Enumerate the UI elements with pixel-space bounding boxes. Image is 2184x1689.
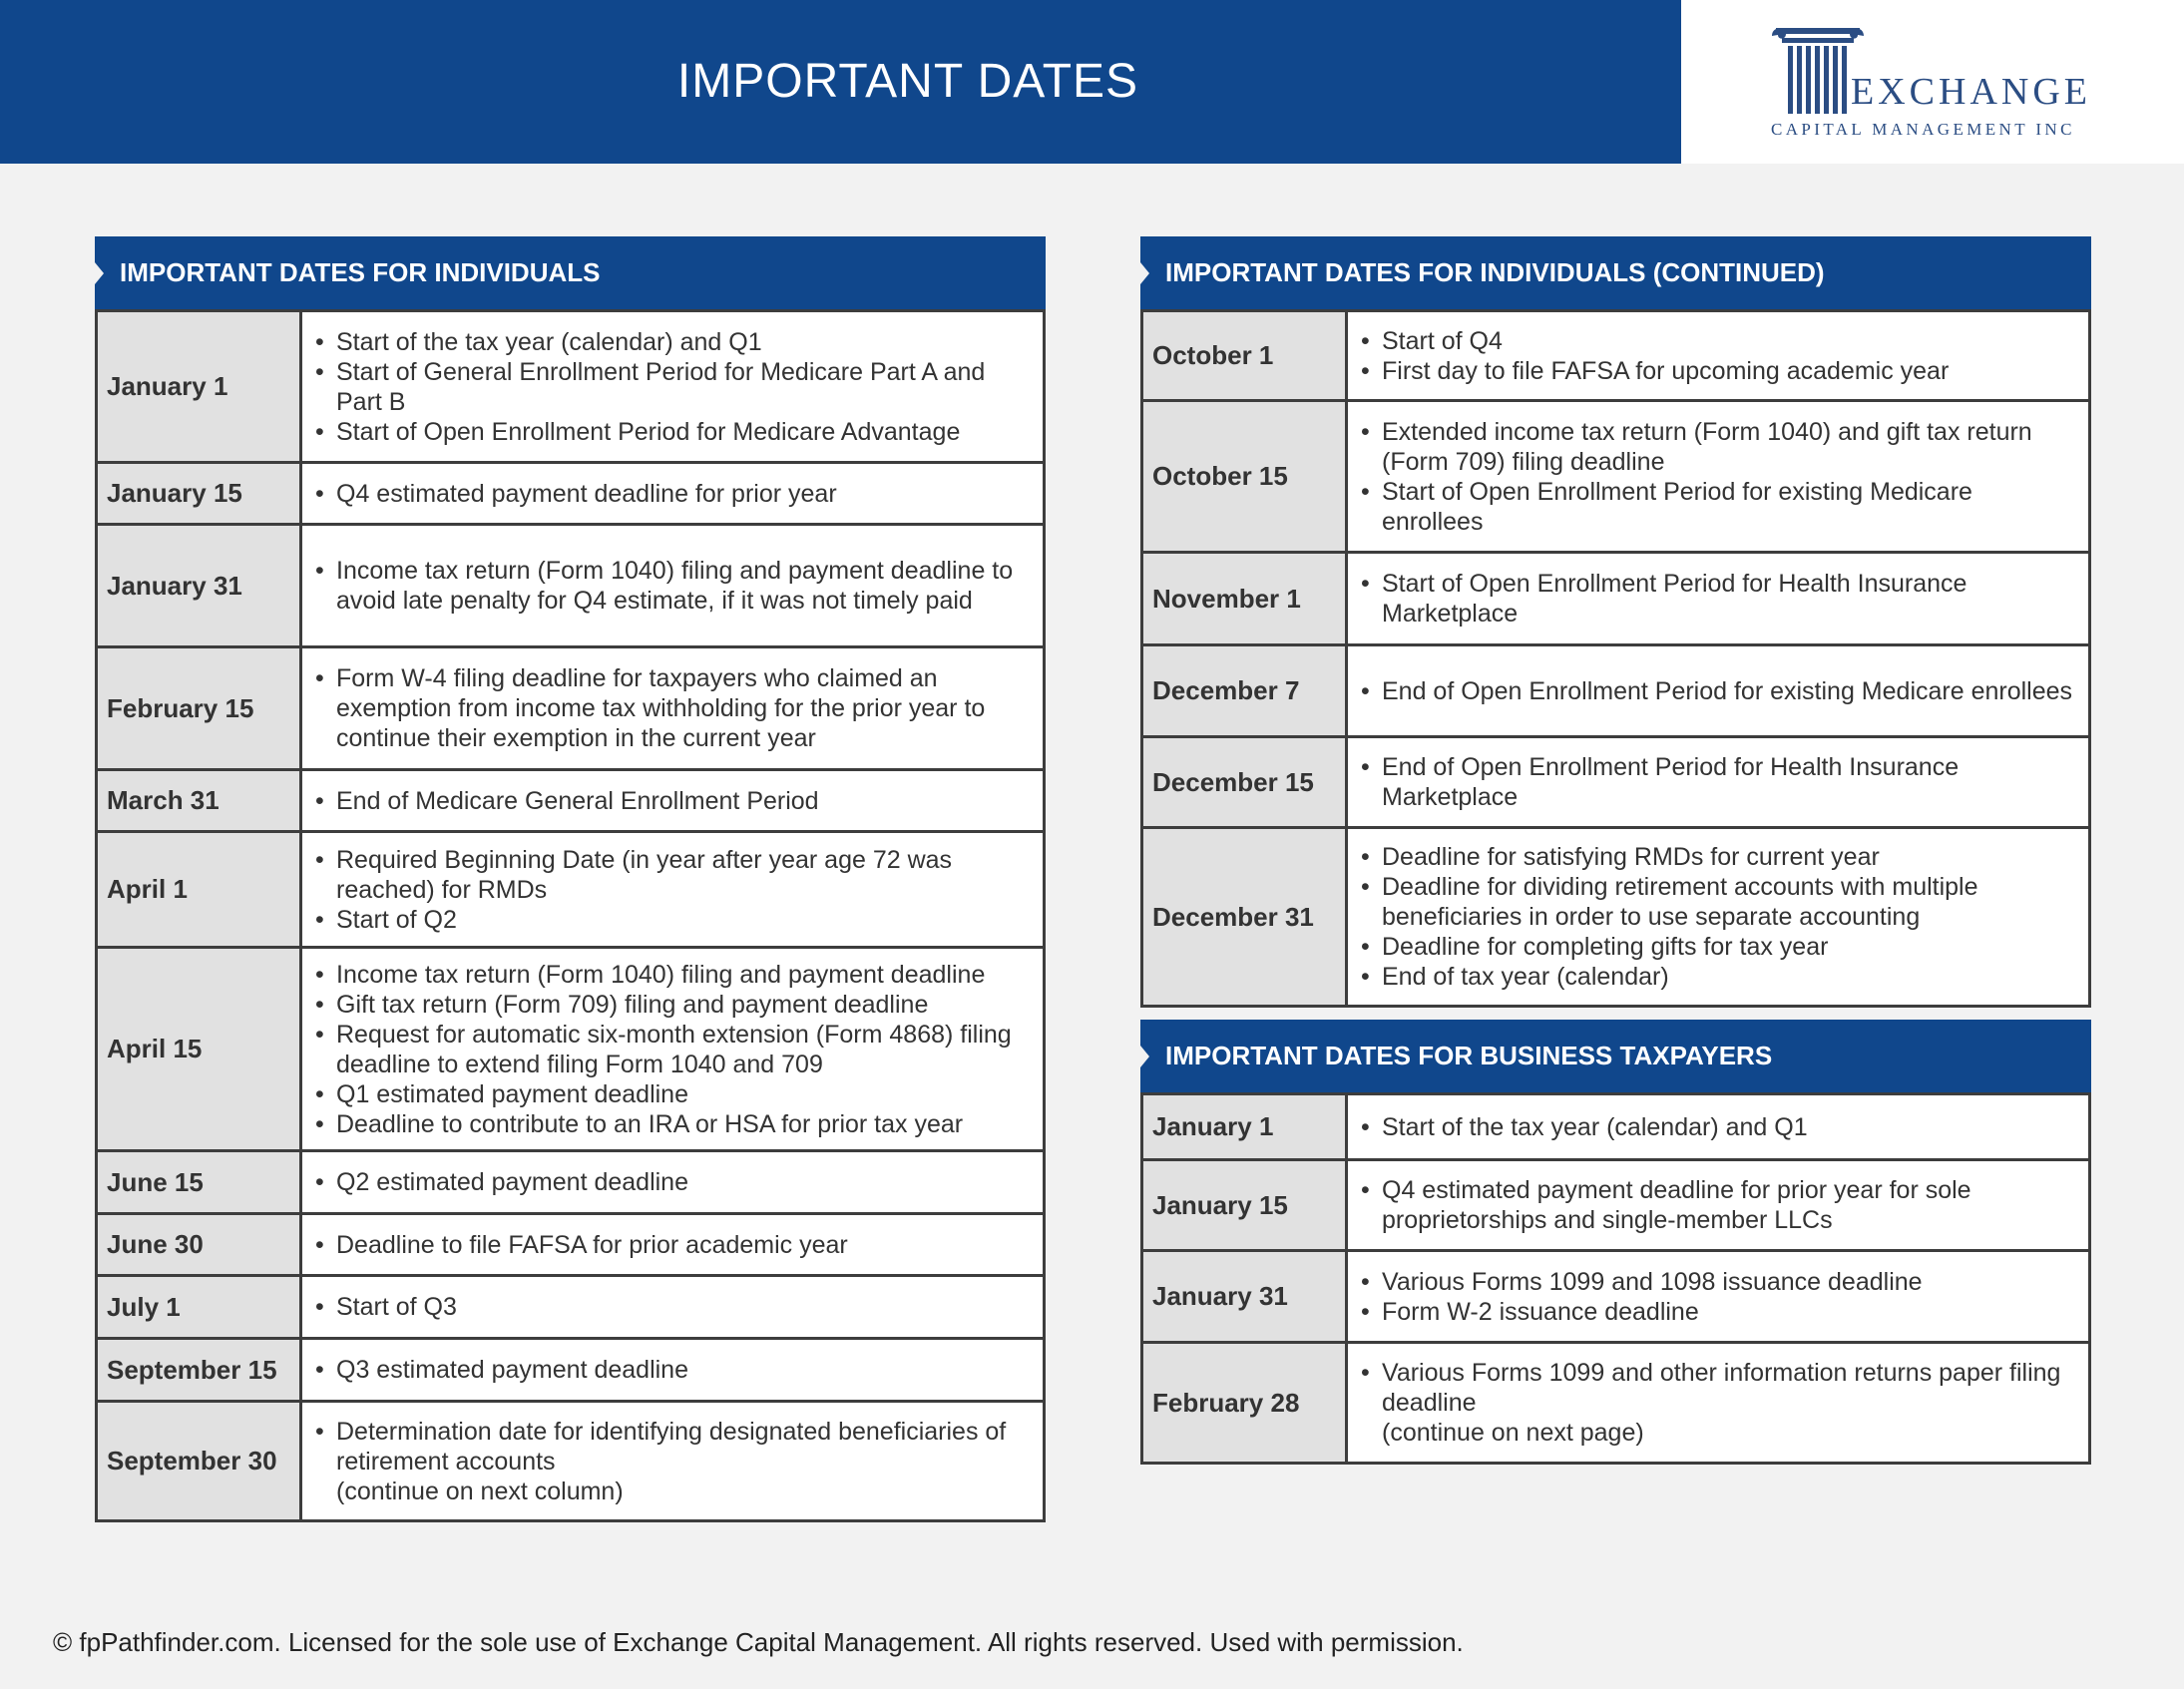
date-cell: January 31	[1142, 1251, 1347, 1343]
logo-wordmark: EXCHANGE	[1851, 71, 2091, 113]
list-item: • Determination date for identifying designated beneficiaries of retirement accounts	[315, 1417, 1033, 1477]
items-cell	[301, 770, 1045, 832]
event-list	[315, 960, 1033, 1139]
items-cell	[301, 1276, 1045, 1339]
list-item: • Start of Q3	[315, 1292, 1033, 1322]
date-cell: October 1	[1142, 311, 1347, 401]
items-cell	[301, 832, 1045, 948]
list-item: • End of Open Enrollment Period for Health Insurance Marketplace	[1361, 752, 2078, 812]
items-cell	[1347, 401, 2090, 553]
items-cell	[1347, 553, 2090, 645]
list-item: • Income tax return (Form 1040) filing and payment deadline	[315, 960, 1033, 990]
list-item: • Q4 estimated payment deadline for prior year	[315, 479, 1033, 509]
list-item: • End of tax year (calendar)	[1361, 962, 2078, 992]
date-cell: December 7	[1142, 645, 1347, 737]
date-cell: June 30	[97, 1214, 301, 1276]
panel-heading	[1140, 236, 2091, 309]
panel-individuals	[95, 236, 1046, 1522]
list-item: • End of Medicare General Enrollment Period	[315, 786, 1033, 816]
event-list	[1361, 1175, 2078, 1235]
table-row	[97, 1214, 1045, 1276]
panel-heading-text: IMPORTANT DATES FOR INDIVIDUALS (CONTINUED)	[1165, 257, 1825, 287]
heading-notch	[1140, 1046, 1149, 1067]
items-cell	[1347, 311, 2090, 401]
list-item: • Q1 estimated payment deadline	[315, 1079, 1033, 1109]
items-cell	[301, 311, 1045, 463]
table-row	[1142, 737, 2090, 828]
event-list	[1361, 752, 2078, 812]
event-list	[315, 1167, 1033, 1197]
table-row	[1142, 1251, 2090, 1343]
event-list	[315, 786, 1033, 816]
list-item: • Deadline for satisfying RMDs for current year	[1361, 842, 2078, 872]
table-row	[97, 311, 1045, 463]
list-item: • First day to file FAFSA for upcoming academic year	[1361, 356, 2078, 386]
date-cell: September 30	[97, 1402, 301, 1521]
list-item: • Start of Open Enrollment Period for Health Insurance Marketplace	[1361, 569, 2078, 629]
list-item: • Deadline for dividing retirement accounts with multiple beneficiaries in order to use separate accounting	[1361, 872, 2078, 932]
date-cell: February 15	[97, 647, 301, 770]
date-cell: December 31	[1142, 828, 1347, 1007]
page-title: IMPORTANT DATES	[676, 55, 1139, 108]
panel-individuals-continued	[1140, 236, 2091, 1008]
list-item: • Extended income tax return (Form 1040) and gift tax return (Form 709) filing deadline	[1361, 417, 2078, 477]
items-cell	[1347, 1160, 2090, 1251]
event-list	[315, 479, 1033, 509]
logo-subtitle: CAPITAL MANAGEMENT INC	[1771, 120, 2075, 139]
items-cell	[301, 1339, 1045, 1402]
list-item: • Start of Open Enrollment Period for existing Medicare enrollees	[1361, 477, 2078, 537]
event-list	[315, 1230, 1033, 1260]
event-list	[315, 1355, 1033, 1385]
list-item: • Start of Q4	[1361, 326, 2078, 356]
date-cell: September 15	[97, 1339, 301, 1402]
list-item: • Deadline to contribute to an IRA or HSA for prior tax year	[315, 1109, 1033, 1139]
heading-notch	[1140, 262, 1149, 284]
event-list	[315, 1292, 1033, 1322]
table-row	[1142, 401, 2090, 553]
list-item: • Form W-4 filing deadline for taxpayers who claimed an exemption from income tax withholding for the prior year to continue their exemption in the current year	[315, 663, 1033, 753]
panel-heading	[1140, 1020, 2091, 1092]
list-item: • Deadline for completing gifts for tax year	[1361, 932, 2078, 962]
list-item: • Deadline to file FAFSA for prior academic year	[315, 1230, 1033, 1260]
continue-note: (continue on next column)	[336, 1477, 624, 1505]
table-row	[97, 1151, 1045, 1214]
list-item: • Q3 estimated payment deadline	[315, 1355, 1033, 1385]
items-cell	[1347, 1251, 2090, 1343]
items-cell	[301, 525, 1045, 647]
panel-heading-text: IMPORTANT DATES FOR BUSINESS TAXPAYERS	[1165, 1041, 1773, 1070]
date-cell: October 15	[1142, 401, 1347, 553]
table-row	[1142, 1160, 2090, 1251]
list-item: • Gift tax return (Form 709) filing and payment deadline	[315, 990, 1033, 1020]
list-item: • Start of the tax year (calendar) and Q1	[315, 327, 1033, 357]
event-list	[1361, 326, 2078, 386]
items-cell	[301, 1151, 1045, 1214]
table-row	[1142, 1094, 2090, 1160]
date-cell: January 1	[1142, 1094, 1347, 1160]
date-cell: April 15	[97, 948, 301, 1151]
date-cell: March 31	[97, 770, 301, 832]
table-row	[97, 770, 1045, 832]
event-list	[1361, 1358, 2078, 1418]
table-row	[1142, 311, 2090, 401]
date-cell: November 1	[1142, 553, 1347, 645]
list-item: • Various Forms 1099 and other information returns paper filing deadline	[1361, 1358, 2078, 1418]
dates-table	[1140, 309, 2091, 1008]
list-item: • Request for automatic six-month extension (Form 4868) filing deadline to extend filing Form 1040 and 709	[315, 1020, 1033, 1079]
items-cell	[301, 948, 1045, 1151]
event-list	[1361, 842, 2078, 992]
event-list	[1361, 417, 2078, 537]
date-cell: January 15	[97, 463, 301, 525]
list-item: • Start of Open Enrollment Period for Medicare Advantage	[315, 417, 1033, 447]
items-cell	[301, 463, 1045, 525]
items-cell	[1347, 1094, 2090, 1160]
list-item: • Start of General Enrollment Period for Medicare Part A and Part B	[315, 357, 1033, 417]
table-row	[97, 1402, 1045, 1521]
items-cell	[1347, 737, 2090, 828]
date-cell: June 15	[97, 1151, 301, 1214]
list-item: • Q2 estimated payment deadline	[315, 1167, 1033, 1197]
list-item: • Various Forms 1099 and 1098 issuance deadline	[1361, 1267, 2078, 1297]
heading-notch	[95, 262, 104, 284]
date-cell: February 28	[1142, 1343, 1347, 1464]
dates-table	[95, 309, 1046, 1522]
panel-heading	[95, 236, 1046, 309]
table-row	[97, 463, 1045, 525]
items-cell	[1347, 1343, 2090, 1464]
items-cell	[1347, 828, 2090, 1007]
list-item: • Start of the tax year (calendar) and Q1	[1361, 1112, 2078, 1142]
items-cell	[1347, 645, 2090, 737]
table-row	[97, 948, 1045, 1151]
table-row	[97, 1339, 1045, 1402]
items-cell	[301, 647, 1045, 770]
list-item: • Form W-2 issuance deadline	[1361, 1297, 2078, 1327]
list-item: • Q4 estimated payment deadline for prior year for sole proprietorships and single-member LLCs	[1361, 1175, 2078, 1235]
date-cell: January 15	[1142, 1160, 1347, 1251]
list-item: • End of Open Enrollment Period for existing Medicare enrollees	[1361, 676, 2078, 706]
event-list	[315, 845, 1033, 935]
table-row	[97, 1276, 1045, 1339]
panel-heading-text: IMPORTANT DATES FOR INDIVIDUALS	[120, 257, 601, 287]
date-cell: July 1	[97, 1276, 301, 1339]
date-cell: April 1	[97, 832, 301, 948]
table-row	[97, 525, 1045, 647]
table-row	[1142, 645, 2090, 737]
event-list	[315, 556, 1033, 616]
event-list	[1361, 569, 2078, 629]
continue-note: (continue on next page)	[1382, 1419, 1644, 1447]
footer-copyright: © fpPathfinder.com. Licensed for the sole use of Exchange Capital Management. All rights reserved. Used with permission.	[53, 1627, 1464, 1657]
date-cell: December 15	[1142, 737, 1347, 828]
event-list	[315, 327, 1033, 447]
event-list	[315, 1417, 1033, 1477]
date-cell: January 31	[97, 525, 301, 647]
table-row	[97, 832, 1045, 948]
table-row	[97, 647, 1045, 770]
items-cell	[301, 1214, 1045, 1276]
table-row	[1142, 553, 2090, 645]
date-cell: January 1	[97, 311, 301, 463]
dates-table	[1140, 1092, 2091, 1465]
table-row	[1142, 1343, 2090, 1464]
panel-business	[1140, 1020, 2091, 1465]
list-item: • Required Beginning Date (in year after year age 72 was reached) for RMDs	[315, 845, 1033, 905]
list-item: • Start of Q2	[315, 905, 1033, 935]
items-cell	[301, 1402, 1045, 1521]
event-list	[1361, 1112, 2078, 1142]
list-item: • Income tax return (Form 1040) filing and payment deadline to avoid late penalty for Q4 estimate, if it was not timely paid	[315, 556, 1033, 616]
event-list	[1361, 1267, 2078, 1327]
event-list	[1361, 676, 2078, 706]
table-row	[1142, 828, 2090, 1007]
event-list	[315, 663, 1033, 753]
company-logo	[1681, 0, 2184, 164]
